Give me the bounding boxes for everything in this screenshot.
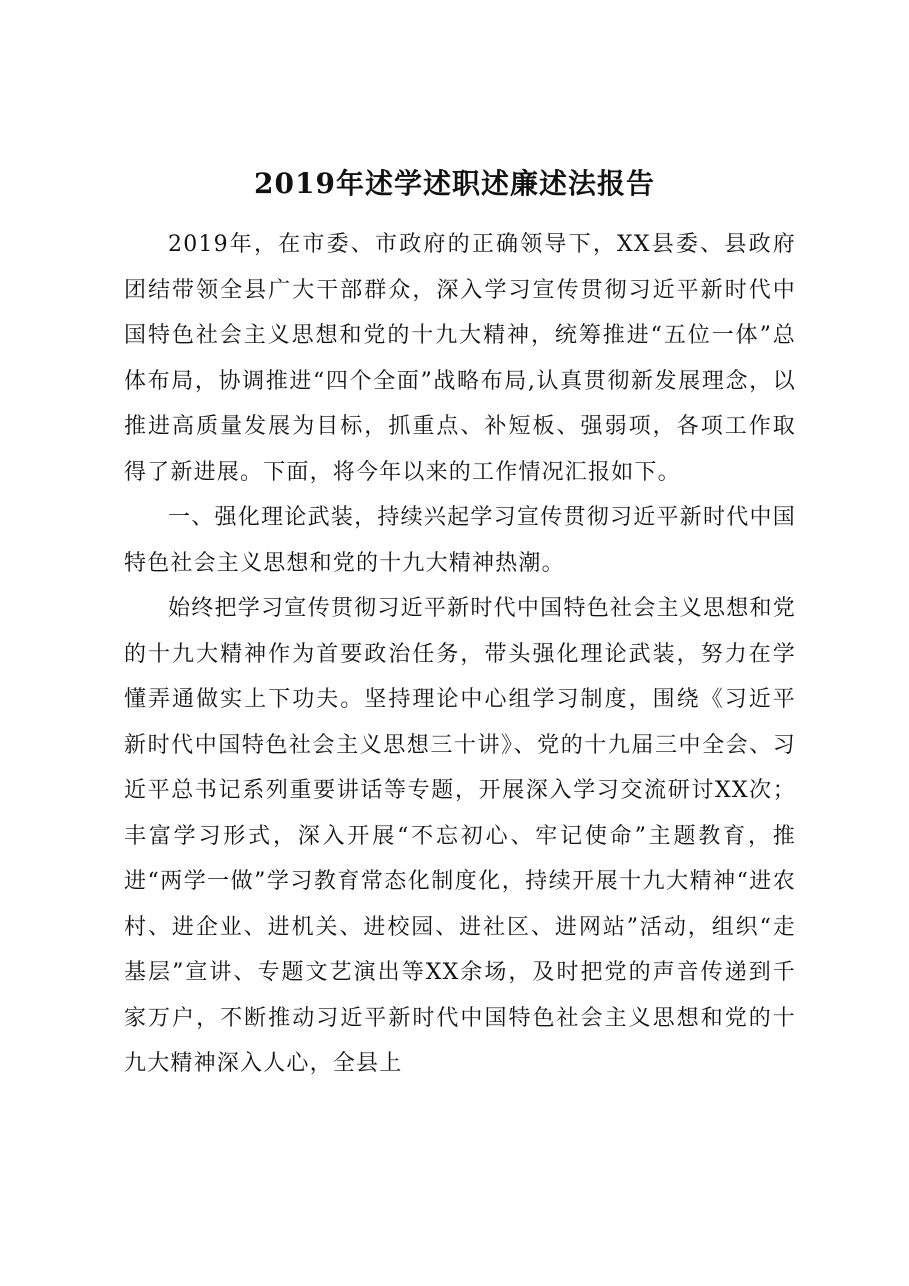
document-title: 2019年述学述职述廉述法报告 [254,167,655,200]
section-heading-1: 一、强化理论武装，持续兴起学习宣传贯彻习近平新时代中国特色社会主义思想和党的十九大精神热潮。 [124,505,796,576]
paragraph-section-1: 始终把学习宣传贯彻习近平新时代中国特色社会主义思想和党的十九大精神作为首要政治任务，带头强化理论武装，努力在学懂弄通做实上下功夫。坚持理论中心组学习制度，围绕《习近平新时代中国特色社会主义思想三十讲》、党的十九届三中全会、习近平总书记系列重要讲话等专题，开展深入学习交流研讨XX次；丰富学习形式，深入开展“不忘初心、牢记使命”主题教育，推进“两学一做”学习教育常态化制度化，持续开展十九大精神“进农村、进企业、进机关、进校园、进社区、进网站”活动，组织“走基层”宣讲、专题文艺演出等XX余场，及时把党的声音传递到千家万户，不断推动习近平新时代中国特色社会主义思想和党的十九大精神深入人心，全县上 [124,596,796,1076]
paragraph-intro: 2019年，在市委、市政府的正确领导下，XX县委、县政府团结带领全县广大干部群众，深入学习宣传贯彻习近平新时代中国特色社会主义思想和党的十九大精神，统筹推进“五位一体”总体布局，协调推进“四个全面”战略布局,认真贯彻新发展理念，以推进高质量发展为目标，抓重点、补短板、强弱项，各项工作取得了新进展。下面，将今年以来的工作情况汇报如下。 [124,232,796,485]
document-body [124,222,796,1087]
